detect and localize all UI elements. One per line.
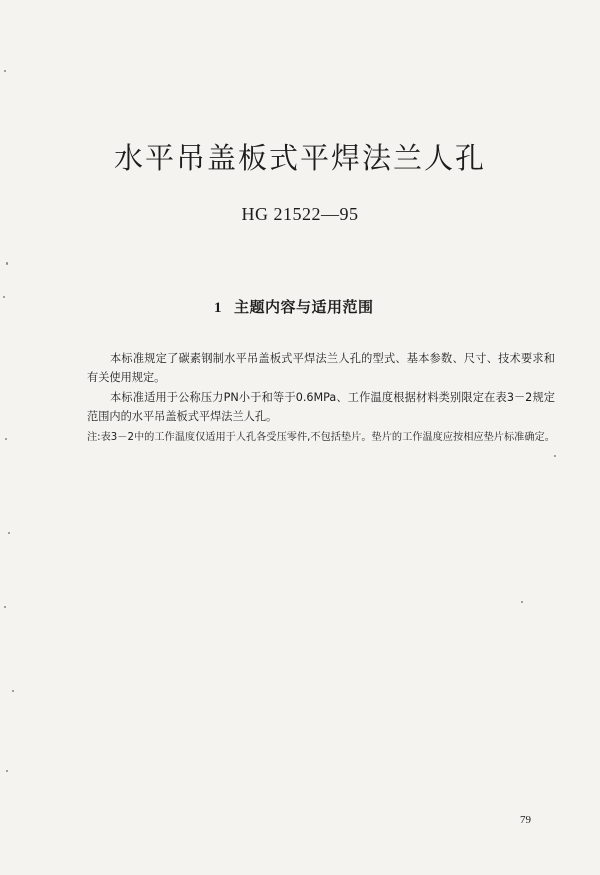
- scan-speck: [554, 455, 556, 457]
- scan-speck: [12, 690, 14, 692]
- scan-speck: [521, 601, 523, 603]
- scan-speck: [4, 606, 6, 608]
- document-title: 水平吊盖板式平焊法兰人孔: [113, 141, 486, 175]
- note-text: 注:表3－2中的工作温度仅适用于人孔各受压零件,不包括垫片。垫片的工作温度应按相应垫片标准确定。: [87, 432, 555, 443]
- scan-speck: [4, 70, 6, 72]
- paragraph-scope: 本标准规定了碳素钢制水平吊盖板式平焊法兰人孔的型式、基本参数、尺寸、技术要求和有关使用规定。: [87, 352, 555, 384]
- scan-speck: [6, 770, 8, 772]
- scan-speck: [5, 438, 7, 440]
- section-number: 1: [214, 300, 222, 316]
- standard-code: HG 21522—95: [241, 204, 359, 224]
- section-heading: [214, 296, 374, 317]
- section-title: 主题内容与适用范围: [234, 298, 374, 316]
- paragraph-applicability: 本标准适用于公称压力PN小于和等于0.6MPa、工作温度根据材料类别限定在表3－2规定范围内的水平吊盖板式平焊法兰人孔。: [87, 391, 555, 423]
- scan-speck: [3, 296, 5, 298]
- scan-speck: [8, 532, 10, 534]
- scan-speck: [6, 262, 8, 265]
- page-number: 79: [520, 814, 531, 826]
